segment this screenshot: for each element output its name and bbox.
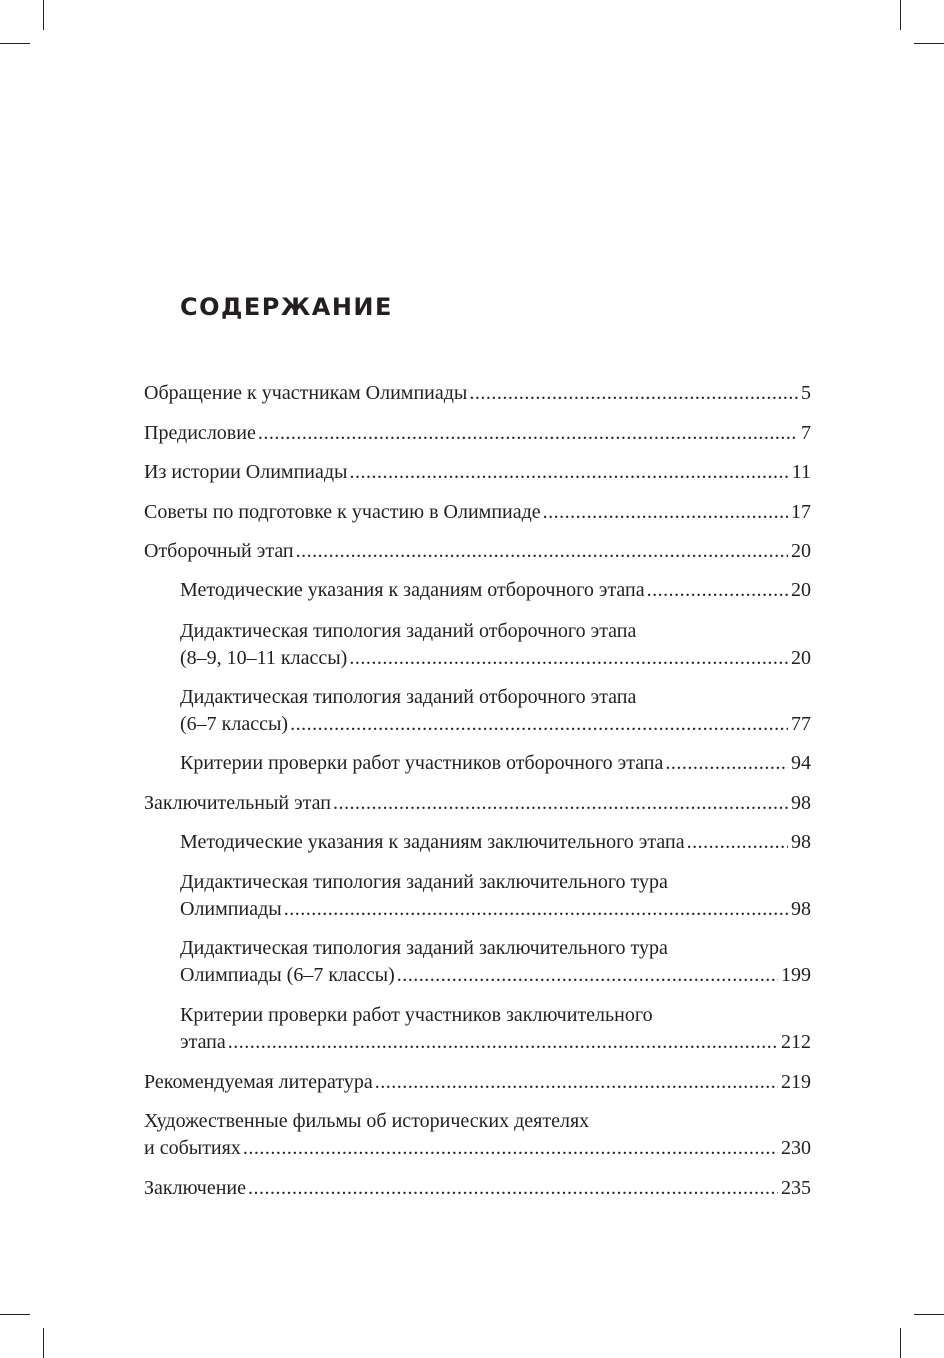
toc-entry-title-line1: Критерии проверки работ участников заключительного [180, 1004, 653, 1026]
dot-leader [397, 962, 778, 989]
dot-leader [349, 645, 788, 672]
toc-entry-title-line1: Дидактическая типология заданий заключительного тура [180, 871, 668, 893]
toc-page-number: 11 [791, 461, 811, 483]
toc-entry-title: и событиях [144, 1136, 241, 1159]
dot-leader [543, 499, 788, 526]
dot-leader [296, 538, 788, 565]
toc-entry-title: Из истории Олимпиады [144, 461, 348, 483]
dot-leader [284, 896, 788, 923]
toc-entry-title-line1: Дидактическая типология заданий отборочного этапа [180, 686, 637, 708]
toc-entry-title: Обращение к участникам Олимпиады [144, 382, 468, 404]
toc-entry-title: Критерии проверки работ участников отборочного этапа [180, 752, 664, 774]
crop-mark [914, 43, 944, 44]
page-title: СОДЕРЖАНИЕ [180, 293, 393, 321]
dot-leader [333, 790, 788, 817]
toc-entry-title: (8–9, 10–11 классы) [180, 646, 348, 669]
toc-entry[interactable] [144, 1069, 811, 1096]
toc-entry-title: Рекомендуемая литература [144, 1071, 373, 1093]
toc-page-number: 17 [791, 501, 811, 523]
toc-entry-title-line1: Художественные фильмы об исторических деятелях [144, 1110, 590, 1132]
toc-page-number: 7 [801, 422, 811, 444]
dot-leader [248, 1175, 778, 1202]
dot-leader [228, 1029, 778, 1056]
crop-mark [43, 0, 44, 30]
toc-entry-title: Предисловие [144, 422, 256, 444]
crop-mark [0, 43, 30, 44]
toc-subentry[interactable] [180, 935, 811, 988]
dot-leader [243, 1135, 778, 1162]
toc-entry[interactable] [144, 790, 811, 817]
toc-entry[interactable] [144, 420, 811, 447]
dot-leader [687, 829, 788, 856]
toc-subentry[interactable] [180, 869, 811, 922]
toc-page-number: 5 [801, 382, 811, 404]
toc-page-number: 98 [791, 831, 811, 853]
toc-entry-title: Отборочный этап [144, 540, 294, 562]
crop-mark [914, 1314, 944, 1315]
toc-subentry[interactable] [180, 750, 811, 777]
toc-page-number: 219 [781, 1071, 811, 1093]
dot-leader [665, 750, 788, 777]
dot-leader [469, 380, 798, 407]
toc-page-number: 98 [791, 792, 811, 814]
dot-leader [258, 420, 798, 447]
toc-entry-title: Методические указания к заданиям отборочного этапа [180, 579, 645, 601]
toc-page-number: 20 [791, 646, 811, 669]
dot-leader [647, 577, 788, 604]
toc-page-number: 212 [781, 1030, 811, 1053]
toc-page-number: 199 [781, 963, 811, 986]
toc-entry-title: Олимпиады [180, 897, 282, 920]
toc-page-number: 235 [781, 1177, 811, 1199]
crop-mark [0, 1314, 30, 1315]
toc-entry[interactable] [144, 459, 811, 486]
toc-subentry[interactable] [180, 684, 811, 737]
toc-subentry[interactable] [180, 577, 811, 604]
toc-entry-title: Методические указания к заданиям заключительного этапа [180, 831, 685, 853]
toc-page-number: 20 [791, 540, 811, 562]
toc-entry[interactable] [144, 538, 811, 565]
dot-leader [290, 711, 788, 738]
toc-entry-title: Советы по подготовке к участию в Олимпиаде [144, 501, 541, 523]
crop-mark [43, 1328, 44, 1358]
toc-page-number: 20 [791, 579, 811, 601]
toc-entry-title: Заключительный этап [144, 792, 331, 814]
dot-leader [375, 1069, 778, 1096]
toc-entry-title: (6–7 классы) [180, 712, 289, 735]
toc-page-number: 94 [791, 752, 811, 774]
toc-entry-title: Заключение [144, 1177, 246, 1199]
toc-page-number: 230 [781, 1136, 811, 1159]
toc-subentry[interactable] [180, 618, 811, 671]
toc-subentry[interactable] [180, 829, 811, 856]
crop-mark [900, 1328, 901, 1358]
toc-page-number: 77 [791, 712, 811, 735]
toc-page-number: 98 [791, 897, 811, 920]
toc-subentry[interactable] [180, 1002, 811, 1055]
toc-entry[interactable] [144, 1108, 811, 1161]
toc-entry[interactable] [144, 499, 811, 526]
toc-entry[interactable] [144, 380, 811, 407]
toc-entry-title-line1: Дидактическая типология заданий заключительного тура [180, 937, 668, 959]
toc-entry[interactable] [144, 1175, 811, 1202]
crop-mark [900, 0, 901, 30]
toc-entry-title-line1: Дидактическая типология заданий отборочного этапа [180, 620, 637, 642]
toc-entry-title: этапа [180, 1030, 226, 1053]
dot-leader [350, 459, 789, 486]
toc-entry-title: Олимпиады (6–7 классы) [180, 963, 395, 986]
